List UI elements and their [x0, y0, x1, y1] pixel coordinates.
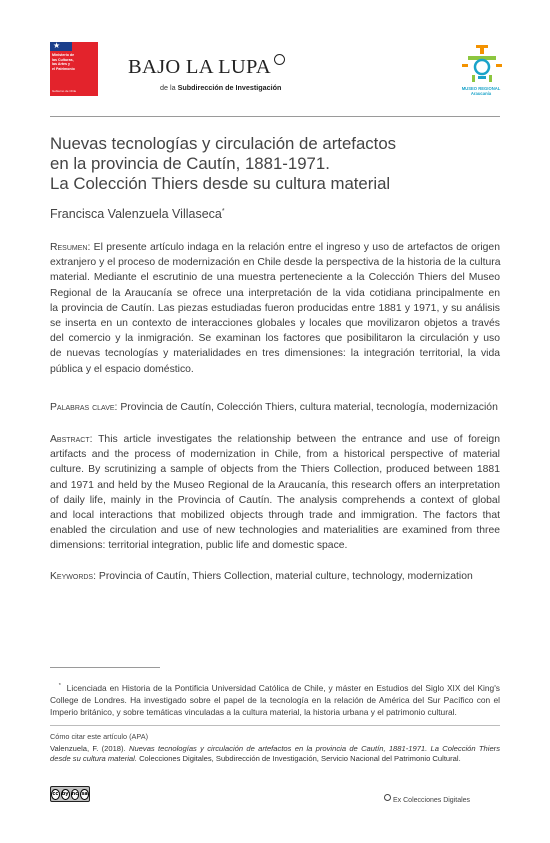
cc-icon: cc	[51, 789, 60, 800]
sa-icon: sa	[80, 789, 89, 800]
citation-label: Cómo citar este artículo (APA)	[50, 732, 148, 741]
palabras-clave: Palabras clave: Provincia de Cautín, Colección Thiers, cultura material, tecnología, modernización	[50, 402, 498, 413]
magnifier-icon	[274, 54, 285, 65]
logo-ring	[475, 60, 489, 74]
keywords-label: Keywords:	[50, 571, 96, 582]
flag-blue-bar	[50, 42, 72, 51]
museo-regional-logo	[458, 42, 506, 92]
abstract-label: Abstract:	[50, 434, 93, 445]
header-divider	[50, 116, 500, 117]
footnote-divider	[50, 667, 160, 668]
brand-title: BAJO LA LUPA	[128, 56, 285, 79]
footer-brand: Ex Colecciones Digitales	[384, 795, 470, 804]
logo-top-stem	[480, 48, 484, 54]
article-title: Nuevas tecnologías y circulación de artefactos en la provincia de Cautín, 1881-1971. La Colección Thiers desde su cultura material	[50, 134, 397, 193]
logo-left-mark	[462, 64, 468, 67]
creative-commons-badge[interactable]	[50, 786, 90, 802]
government-logo-body	[50, 51, 98, 96]
star-icon: ★	[53, 41, 61, 50]
nc-icon: nc	[71, 789, 80, 800]
footnote-marker: *	[221, 207, 225, 215]
author-footnote: * Licenciada en Historia de la Pontificia Universidad Católica de Chile, y máster en Estudios del Siglo XIX del King's College de Londres. Ha investigado sobre el papel de la tecnología en la relación de América del Sur Pacífico con el Imperio británico, y sobre temáticas vinculadas a la cultura material, la historia urbana y el patrimonio cultural.	[50, 682, 500, 718]
citation-divider	[50, 725, 500, 726]
resumen-paragraph: Resumen: El presente artículo indaga en la relación entre el ingreso y uso de artefactos de origen extranjero y el proceso de modernización en Chile desde la perspectiva de la historia de la cultura material. Mediante el escrutinio de una muestra perteneciente a la Colección Thiers del Museo Regional de la Araucanía se ofrece una interpretación de la vida cotidiana principalmente en la provincia de Cautín. Las piezas estudiadas fueron producidas entre 1881 y 1971, y su análisis se inserta en un contexto de interacciones globales y locales que movilizaron objetos a través del comercio y la inmigración. Se examinan los factores que posibilitaron la circulación y uso de nuevas tecnologías y materialidades en tres dimensiones: la integración territorial, la vida pública y el espacio doméstico.	[50, 242, 501, 375]
flag-red-bar	[72, 42, 98, 51]
keywords: Keywords: Provincia of Cautín, Thiers Collection, material culture, technology, modernization	[50, 571, 473, 582]
article-author: Francisca Valenzuela Villaseca*	[50, 207, 225, 221]
government-label: Gobierno de Chile	[52, 89, 77, 93]
logo-right-leg	[489, 75, 492, 82]
government-logo	[50, 42, 98, 96]
palabras-clave-label: Palabras clave:	[50, 402, 118, 413]
logo-base	[478, 76, 486, 79]
brand-subtitle: de la Subdirección de Investigación	[160, 83, 282, 92]
museo-caption: MUSEO REGIONAL Araucanía	[461, 86, 501, 96]
logo-right-mark	[496, 64, 502, 67]
by-icon: by	[61, 789, 70, 800]
logo-top-bar	[476, 45, 488, 48]
citation-text: Valenzuela, F. (2018). Nuevas tecnologías y circulación de artefactos en la provincia de Cautín, 1881-1971. La Colección Thiers desde su cultura material. Colecciones Digitales, Subdirección de Investigación, Servicio Nacional del Patrimonio Cultural.	[50, 744, 501, 764]
resumen-label: Resumen:	[50, 242, 91, 253]
ministry-name: Ministerio de las Culturas, las Artes y el Patrimonio	[52, 53, 75, 71]
logo-left-leg	[472, 75, 475, 82]
abstract-paragraph: Abstract: This article investigates the relationship between the entrance and use of foreign artifacts and the process of modernization in Chile, from a historical perspective of material culture. By scrutinizing a sample of objects from the Thiers Collection, produced between 1881 and 1971 and held by the Museo Regional de la Araucanía, this research offers an interpretation of daily life, mainly in the Provincia of Cautín. The analysis comprehends a context of global and local interactions that mobilized objects through trade and immigration. The factors that enabled the circulation and use of new technologies and materialities are examined from three dimensions: territorial integration, public life and domestic space.	[50, 434, 500, 552]
magnifier-icon	[384, 794, 391, 801]
